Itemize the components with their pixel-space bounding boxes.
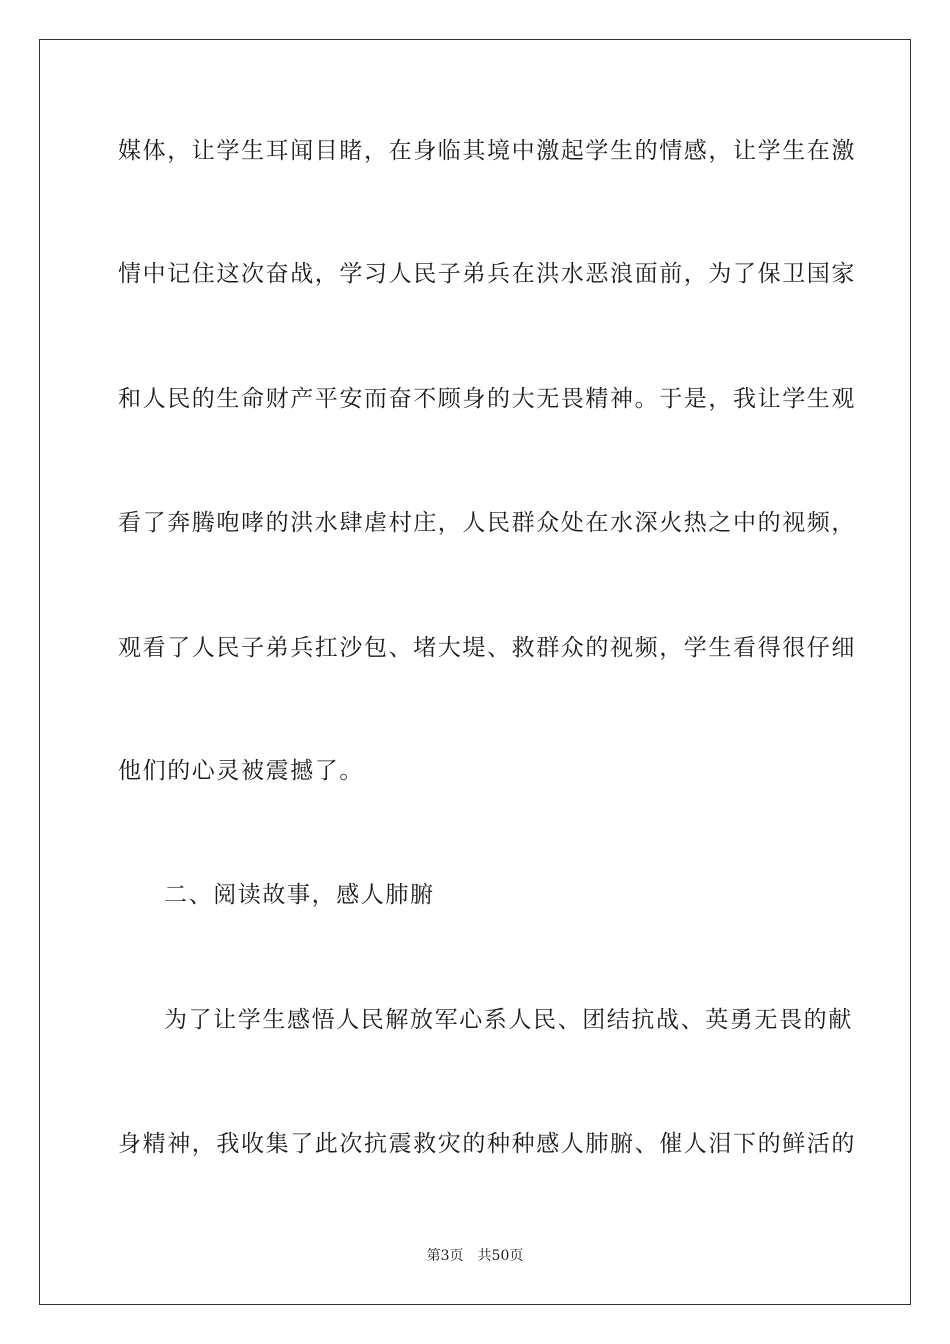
paragraph-line-4: 看了奔腾咆哮的洪水肆虐村庄，人民群众处在水深火热之中的视频，	[118, 510, 856, 536]
paragraph-line-3: 和人民的生命财产平安而奋不顾身的大无畏精神。于是，我让学生观	[118, 386, 856, 412]
paragraph-line-5: 观看了人民子弟兵扛沙包、堵大堤、救群众的视频，学生看得很仔细	[118, 635, 856, 661]
paragraph-line-8: 身精神，我收集了此次抗震救灾的种种感人肺腑、催人泪下的鲜活的	[118, 1131, 856, 1157]
paragraph-line-7: 为了让学生感悟人民解放军心系人民、团结抗战、英勇无畏的献	[164, 1007, 853, 1033]
section-heading: 二、阅读故事，感人肺腑	[164, 882, 435, 908]
page-border	[39, 39, 911, 1305]
paragraph-line-6: 他们的心灵被震撼了。	[118, 758, 364, 784]
page-footer	[0, 1246, 950, 1266]
current-page-number: 第3页	[426, 1248, 464, 1264]
paragraph-line-2: 情中记住这次奋战，学习人民子弟兵在洪水恶浪面前，为了保卫国家	[118, 261, 856, 287]
paragraph-line-1: 媒体，让学生耳闻目睹，在身临其境中激起学生的情感，让学生在激	[118, 138, 856, 164]
total-pages: 共50页	[477, 1248, 524, 1264]
